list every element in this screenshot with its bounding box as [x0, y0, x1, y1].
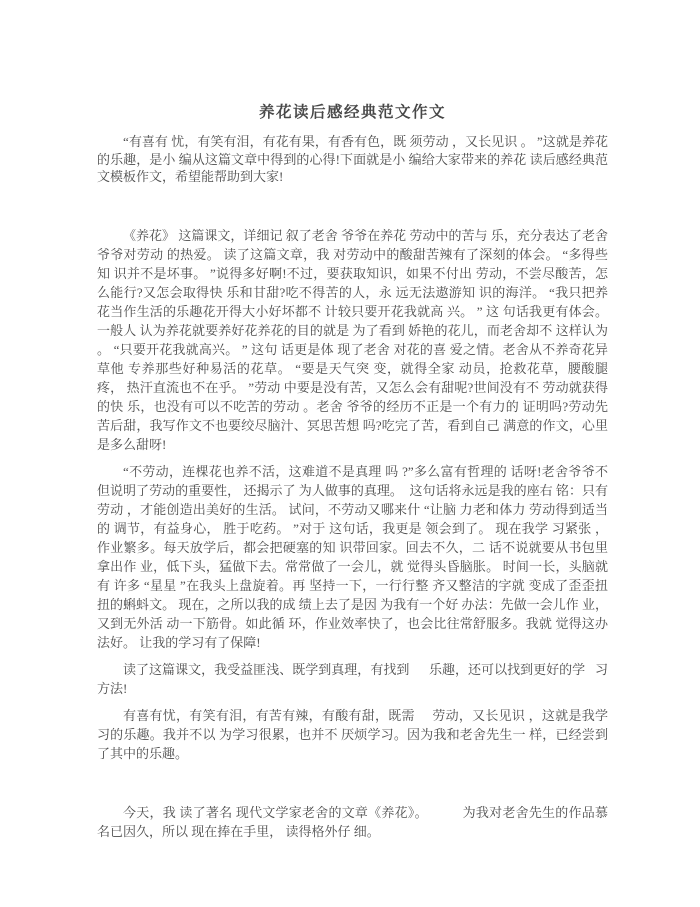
essay-paragraph-closing: 今天，我 读了著名 现代文学家老舍的文章《养花》。 为我对老舍先生的作品慕名已因久，所以 现在捧在手里， 读得格外仔 细。	[97, 804, 608, 839]
essay-paragraph-conclusion: 有喜有忧，有笑有泪，有苦有辣，有酸有甜，既需 劳动，又长见识 ，这就是我学 习的乐趣。我并不以 为学习很累，也并不 厌烦学习。因为我和老舍先生一 样，已经尝到了其中的乐趣。	[97, 707, 612, 761]
document-page	[97, 101, 612, 849]
essay-paragraph-body-1: 《养花》 这篇课文，详细记 叙了老舍 爷爷在养花 劳动中的苦与 乐，充分表达了老舍 爷爷对劳动 的热爱。 读了这篇文章，我 对劳动中的酸甜苦辣有了深刻的体会。 “多得些知 识并不是坏事。 ”说得多好啊!不过，要获取知识，如果不付出 劳动，不尝尽酸苦，怎么能行?又怎会取得快 乐和甘甜?吃不得苦的人，永 远无法遨游知 识的海洋。 “我只把养花当作生活的乐趣花开得大小好坏都不 计较只要开花我就高 兴。 ” 这 句话我更有体会。一般人 认为养花就要养好花养花的目的就是 为了看到 娇艳的花儿，而老舍却不 这样认为 。 “只要开花我就高兴。 ” 这句 话更是体 现了老舍 对花的喜 爱之情。老舍从不养奇花异草他 专养那些好种易活的花草。 “要是天气突 变，就得全家 动员，抢救花草，腰酸腿疼， 热汗直流也不在乎。 ”劳动 中要是没有苦，又怎么会有甜呢?世间没有不 劳动就获得的快 乐，也没有可以不吃苦的劳动 。老舍 爷爷的经历不正是一个有力的 证明吗?劳动先苦后甜，我写作文不也要绞尽脑汁、冥思苦想 吗?吃完了苦，看到自己 满意的作文，心里是多么甜呀!	[97, 227, 612, 452]
essay-paragraph-summary: 读了这篇课文，我受益匪浅、既学到真理，有找到 乐趣，还可以找到更好的学 习方法!	[97, 661, 608, 696]
document-title: 养花读后感经典范文作文	[258, 104, 446, 121]
essay-paragraph-body-2: “不劳动，连棵花也养不活，这难道不是真理 吗 ?”多么富有哲理的 话呀!老舍爷爷不但说明了劳动的重要性， 还揭示了 为人做事的真理。 这句话将永远是我的座右 铭：只有 劳动 ，才能创造出美好的生活。 试问，不劳动又哪来什 “让脑 力老和体力 劳动得到适当的 调节，有益身心， 胜于吃药。 ”对于 这句话，我更是 领会到了。 现在我学 习紧张 ，作业繁多。每天放学后，都会把硬塞的知 识带回家。回去不久，二 话不说就要从书包里拿出作 业，低下头，猛做下去。常常做了一会儿，就 觉得头昏脑胀。 时间一长，头脑就有 许多 “星星 ”在我头上盘旋着。再 坚持一下，一行行整 齐又整洁的字就 变成了歪歪扭扭的蝌蚪文。 现在，之所以我的成 绩上去了是因 为我有一个好 办法：先做一会儿作 业，又到无外活 动一下筋骨。如此循 环，作业效率快了，也会比往常舒服多。我就 觉得这办法好。 让我的学习有了保障!	[97, 463, 612, 650]
essay-paragraph-intro: “有喜有 忧，有笑有泪，有花有果，有香有色，既 须劳动 ，又长见识 。 ”这就是养花的乐趣，是小 编从这篇文章中得到的心得!下面就是小 编给大家带来的养花 读后感经典范文模板作文，希望能帮助到大家!	[97, 134, 608, 184]
